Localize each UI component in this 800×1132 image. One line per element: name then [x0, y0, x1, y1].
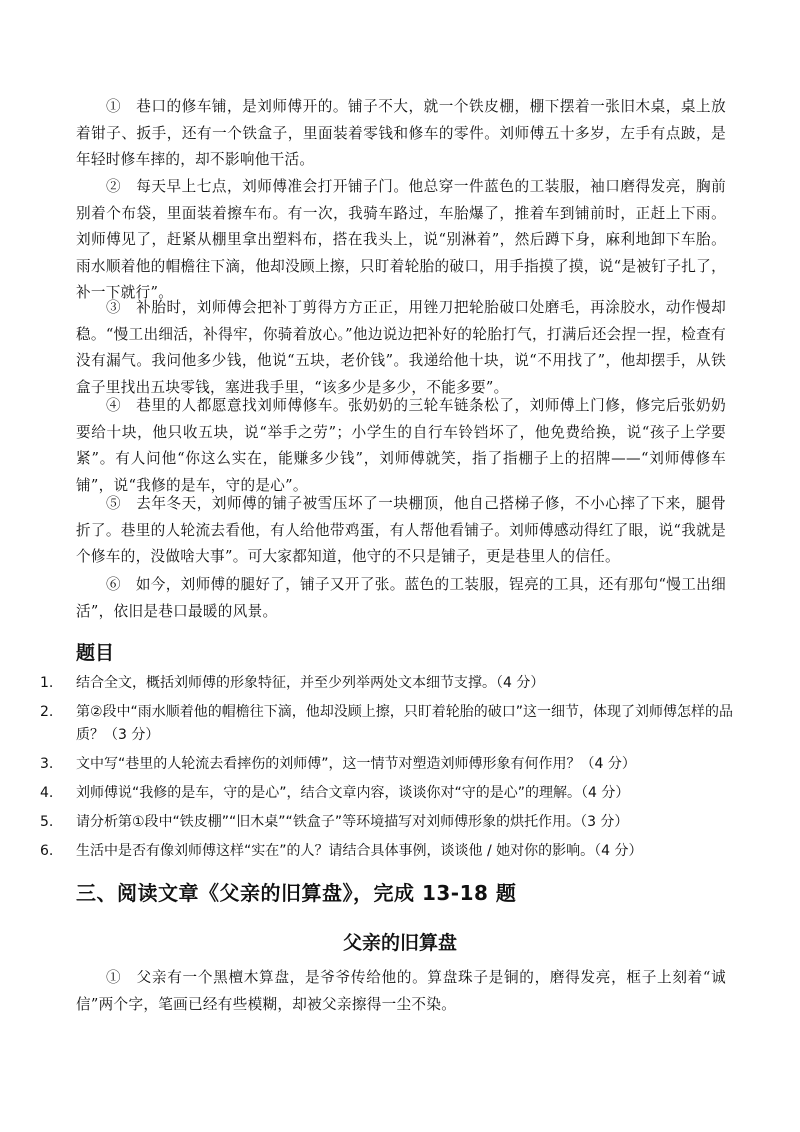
question-number: 2. — [40, 704, 54, 720]
passage-paragraph-5: ⑤ 去年冬天，刘师傅的铺子被雪压坏了一块棚顶，他自己搭梯子修，不小心摔了下来，腿骨折了。巷里的人轮流去看他，有人给他带鸡蛋，有人帮他看铺子。刘师傅感动得红了眼，说“我就是个修车的，没做啥大事”。可大家都知道，他守的不只是铺子，更是巷里人的信任。 — [76, 495, 726, 565]
passage-paragraph-2: ② 每天早上七点，刘师傅准会打开铺子门。他总穿一件蓝色的工装服，袖口磨得发亮，胸前别着个布袋，里面装着擦车布。有一次，我骑车路过，车胎爆了，推着车到铺前时，正赶上下雨。刘师傅见了，赶紧从棚里拿出塑料布，搭在我头上，说“别淋着”，然后蹲下身，麻利地卸下车胎。雨水顺着他的帽檐往下滴，他却没顾上擦，只盯着轮胎的破口，用手指摸了摸，说“是被钉子扎了，补一下就行”。 — [76, 178, 726, 301]
passage-paragraph-1: ① 巷口的修车铺，是刘师傅开的。铺子不大，就一个铁皮棚，棚下摆着一张旧木桌，桌上放着钳子、扳手，还有一个铁盒子，里面装着零钱和修车的零件。刘师傅五十多岁，左手有点跛，是年轻时修车摔的，却不影响他干活。 — [76, 98, 726, 168]
question-text: 生活中是否有像刘师傅这样“实在”的人？请结合具体事例，谈谈他 / 她对你的影响。（4 分） — [76, 843, 643, 859]
question-number: 5. — [40, 814, 54, 830]
question-number: 3. — [40, 756, 54, 772]
questions-list — [40, 672, 740, 869]
question-item — [40, 840, 740, 863]
passage-paragraph-3: ③ 补胎时，刘师傅会把补丁剪得方方正正，用锉刀把轮胎破口处磨毛，再涂胶水，动作慢却稳。“慢工出细活，补得牢，你骑着放心。”他边说边把补好的轮胎打气，打满后还会捏一捏，检查有没有漏气。我问他多少钱，他说“五块，老价钱”。我递给他十块，说“不用找了”，他却摆手，从铁盒子里找出五块零钱，塞进我手里，“该多少是多少，不能多要”。 — [76, 299, 726, 396]
section-three-title: 三、阅读文章《父亲的旧算盘》，完成 13-18 题 — [76, 881, 517, 905]
questions-heading: 题目 — [76, 642, 115, 664]
question-number: 1. — [40, 675, 54, 691]
article-title: 父亲的旧算盘 — [342, 932, 457, 954]
passage-paragraph-4: ④ 巷里的人都愿意找刘师傅修车。张奶奶的三轮车链条松了，刘师傅上门修，修完后张奶奶要给十块，他只收五块，说“举手之劳”；小学生的自行车铃铛坏了，他免费给换，说“孩子上学要紧”。有人问他“你这么实在，能赚多少钱”，刘师傅就笑，指了指棚子上的招牌——“刘师傅修车铺”，说“我修的是车，守的是心”。 — [76, 397, 726, 494]
question-item — [40, 811, 740, 834]
question-text: 结合全文，概括刘师傅的形象特征，并至少列举两处文本细节支撑。（4 分） — [76, 675, 545, 691]
question-item — [40, 701, 740, 747]
question-text: 刘师傅说“我修的是车，守的是心”，结合文章内容，谈谈你对“守的是心”的理解。（4 分） — [76, 785, 630, 801]
article-paragraph-1: ① 父亲有一个黑檀木算盘，是爷爷传给他的。算盘珠子是铜的，磨得发亮，框子上刻着“诚信”两个字，笔画已经有些模糊，却被父亲擦得一尘不染。 — [76, 969, 726, 1013]
question-text: 第②段中“雨水顺着他的帽檐往下滴，他却没顾上擦，只盯着轮胎的破口”这一细节，体现了刘师傅怎样的品质？（3 分） — [76, 704, 734, 743]
question-number: 4. — [40, 785, 54, 801]
question-text: 请分析第①段中“铁皮棚”“旧木桌”“铁盒子”等环境描写对刘师傅形象的烘托作用。（3 分） — [76, 814, 629, 830]
question-item — [40, 753, 740, 776]
question-number: 6. — [40, 843, 54, 859]
passage-paragraph-6: ⑥ 如今，刘师傅的腿好了，铺子又开了张。蓝色的工装服，锃亮的工具，还有那句“慢工出细活”，依旧是巷口最暖的风景。 — [76, 576, 726, 620]
question-text: 文中写“巷里的人轮流去看摔伤的刘师傅”，这一情节对塑造刘师傅形象有何作用？（4 分） — [76, 756, 636, 772]
question-item — [40, 782, 740, 805]
question-item — [40, 672, 740, 695]
